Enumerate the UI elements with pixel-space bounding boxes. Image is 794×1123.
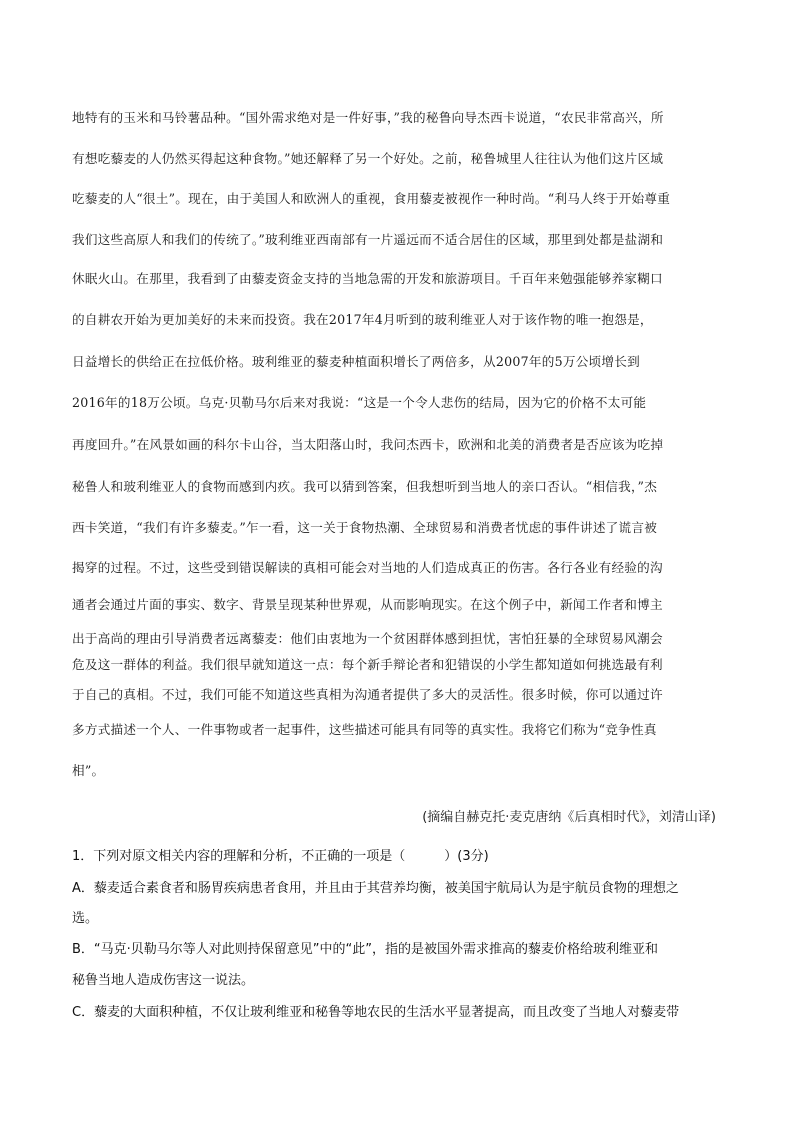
passage-line: 再度回升。”在风景如画的科尔卡山谷，当太阳落山时，我问杰西卡，欧洲和北美的消费者是否应该为吃掉 bbox=[72, 437, 664, 452]
passage-line: 多方式描述一个人、一件事物或者一起事件，这些描述可能具有同等的真实性。我将它们称为“竞争性真 bbox=[72, 722, 657, 737]
passage-line: 揭穿的过程。不过，这些受到错误解读的真相可能会对当地的人们造成真正的伤害。各行各业有经验的沟 bbox=[72, 560, 663, 575]
passage-line: 出于高尚的理由引导消费者远离藜麦：他们由衷地为一个贫困群体感到担忧，害怕狂暴的全球贸易风潮会 bbox=[72, 631, 663, 646]
passage-line: 休眠火山。在那里，我看到了由藜麦资金支持的当地急需的开发和旅游项目。千百年来勉强能够养家糊口 bbox=[72, 271, 663, 286]
passage-line: 吃藜麦的人“很土”。现在，由于美国人和欧洲人的重视，食用藜麦被视作一种时尚。“利马人终于开始尊重 bbox=[72, 191, 671, 206]
question-stem: 1．下列对原文相关内容的理解和分析，不正确的一项是（ ）(3分) bbox=[72, 849, 489, 864]
passage-line: 秘鲁人和玻利维亚人的食物而感到内疚。我可以猜到答案，但我想听到当地人的亲口否认。“相信我，”杰 bbox=[72, 479, 658, 494]
passage-line: 相”。 bbox=[72, 763, 105, 778]
question-option: A．藜麦适合素食者和肠胃疾病患者食用，并且由于其营养均衡，被美国宇航局认为是宇航员食物的理想之 bbox=[72, 881, 679, 896]
passage-line: 通者会通过片面的事实、数字、背景呈现某种世界观，从而影响现实。在这个例子中，新闻工作者和博主 bbox=[72, 597, 663, 612]
passage-line: 于自己的真相。不过，我们可能不知道这些真相为沟通者提供了多大的灵活性。很多时候，你可以通过许 bbox=[72, 687, 663, 702]
passage-line: 西卡笑道，“我们有许多藜麦。”乍一看，这一关于食物热潮、全球贸易和消费者忧虑的事件讲述了谎言被 bbox=[72, 520, 658, 535]
question-option: B．“马克·贝勒马尔等人对此则持保留意见”中的“此”，指的是被国外需求推高的藜麦价格给玻利维亚和 bbox=[72, 942, 658, 957]
passage-line: 2016年的18万公顷。乌克·贝勒马尔后来对我说：“这是一个令人悲伤的结局，因为它的价格不太可能 bbox=[72, 395, 647, 410]
question-option: 秘鲁当地人造成伤害这一说法。 bbox=[72, 973, 255, 988]
source-citation: (摘编自赫克托·麦克唐纳《后真相时代》，刘清山译) bbox=[422, 810, 716, 825]
passage-line: 日益增长的供给正在拉低价格。玻利维亚的藜麦种植面积增长了两倍多，从2007年的5万公顷增长到 bbox=[72, 354, 640, 369]
question-option: 选。 bbox=[72, 911, 99, 926]
passage-line: 危及这一群体的利益。我们很早就知道这一点：每个新手辩论者和犯错误的小学生都知道如何挑选最有利 bbox=[72, 657, 663, 672]
question-option: C．藜麦的大面积种植，不仅让玻利维亚和秘鲁等地农民的生活水平显著提高，而且改变了当地人对藜麦带 bbox=[72, 1005, 680, 1020]
passage-line: 的自耕农开始为更加美好的未来而投资。我在2017年4月听到的玻利维亚人对于该作物的唯一抱怨是， bbox=[72, 312, 653, 327]
passage-line: 地特有的玉米和马铃薯品种。“国外需求绝对是一件好事，”我的秘鲁向导杰西卡说道，“农民非常高兴，所 bbox=[72, 110, 664, 125]
passage-line: 有想吃藜麦的人仍然买得起这种食物。”她还解释了另一个好处。之前，秘鲁城里人往往认为他们这片区域 bbox=[72, 151, 664, 166]
passage-line: 我们这些高原人和我们的传统了。”玻利维亚西南部有一片遥远而不适合居住的区域，那里到处都是盐湖和 bbox=[72, 232, 664, 247]
